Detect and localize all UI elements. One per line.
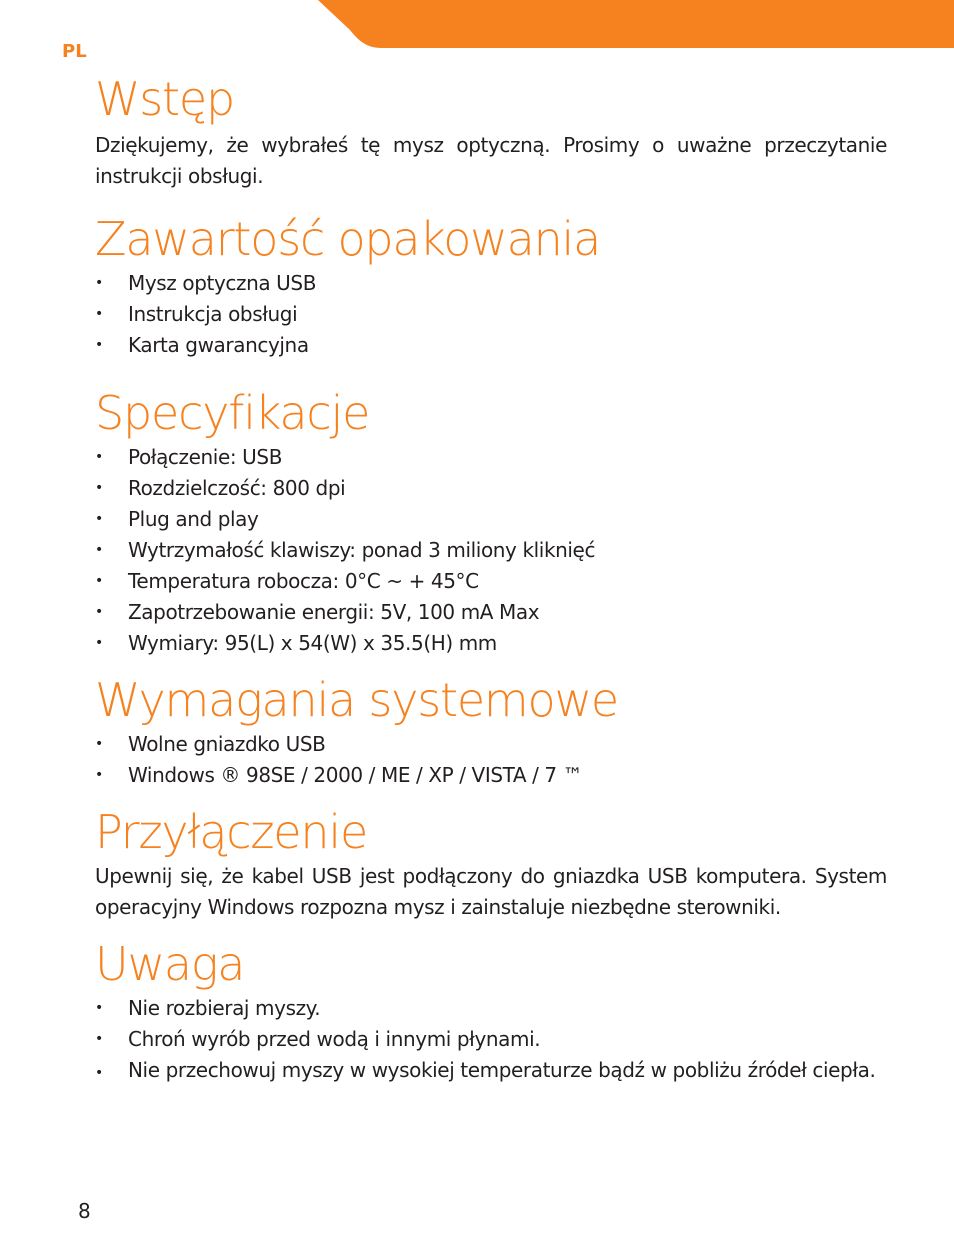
list-item: • Chroń wyrób przed wodą i innymi płynami.	[95, 1027, 541, 1051]
list-item: • Windows ® 98SE / 2000 / ME / XP / VISTA / 7 ™	[95, 763, 583, 787]
page-content	[95, 70, 887, 1089]
list-item: • Połączenie: USB	[95, 445, 283, 469]
list-item: • Mysz optyczna USB	[95, 271, 317, 295]
page-number: 8	[78, 1199, 91, 1223]
section-title-connection: Przyłączenie	[95, 805, 368, 859]
header-orange-band	[0, 0, 954, 48]
section-title-warning: Uwaga	[95, 937, 245, 991]
intro-paragraph: Dziękujemy, że wybrałeś tę mysz optyczną. Prosimy o uważne przeczytanie instrukcji obsługi.	[95, 133, 887, 188]
section-title-requirements: Wymagania systemowe	[95, 673, 619, 727]
list-item: • Wolne gniazdko USB	[95, 732, 326, 756]
contents-list	[95, 268, 887, 361]
requirements-list	[95, 729, 887, 791]
connection-paragraph: Upewnij się, że kabel USB jest podłączony do gniazdka USB komputera. System operacyjny Windows rozpozna mysz i zainstaluje niezbędne sterowniki.	[95, 864, 887, 919]
list-item: • Nie rozbieraj myszy.	[95, 996, 321, 1020]
list-item: • Plug and play	[95, 507, 259, 531]
list-item: • Wymiary: 95(L) x 54(W) x 35.5(H) mm	[95, 631, 497, 655]
section-title-contents: Zawartość opakowania	[95, 212, 601, 266]
list-item: • Temperatura robocza: 0°C ~ + 45°C	[95, 569, 479, 593]
language-tag: PL	[62, 41, 87, 62]
list-item: • Zapotrzebowanie energii: 5V, 100 mA Max	[95, 600, 540, 624]
section-title-specs: Specyfikacje	[95, 386, 370, 440]
list-item: • Nie przechowuj myszy w wysokiej temperaturze bądź w pobliżu źródeł ciepła.	[95, 1058, 876, 1082]
list-item: • Wytrzymałość klawiszy: ponad 3 miliony kliknięć	[95, 538, 596, 562]
list-item: • Karta gwarancyjna	[95, 333, 309, 357]
list-item: • Instrukcja obsługi	[95, 302, 298, 326]
warning-list	[95, 993, 887, 1089]
section-title-intro: Wstęp	[95, 72, 234, 126]
list-item: • Rozdzielczość: 800 dpi	[95, 476, 346, 500]
specs-list	[95, 442, 887, 659]
